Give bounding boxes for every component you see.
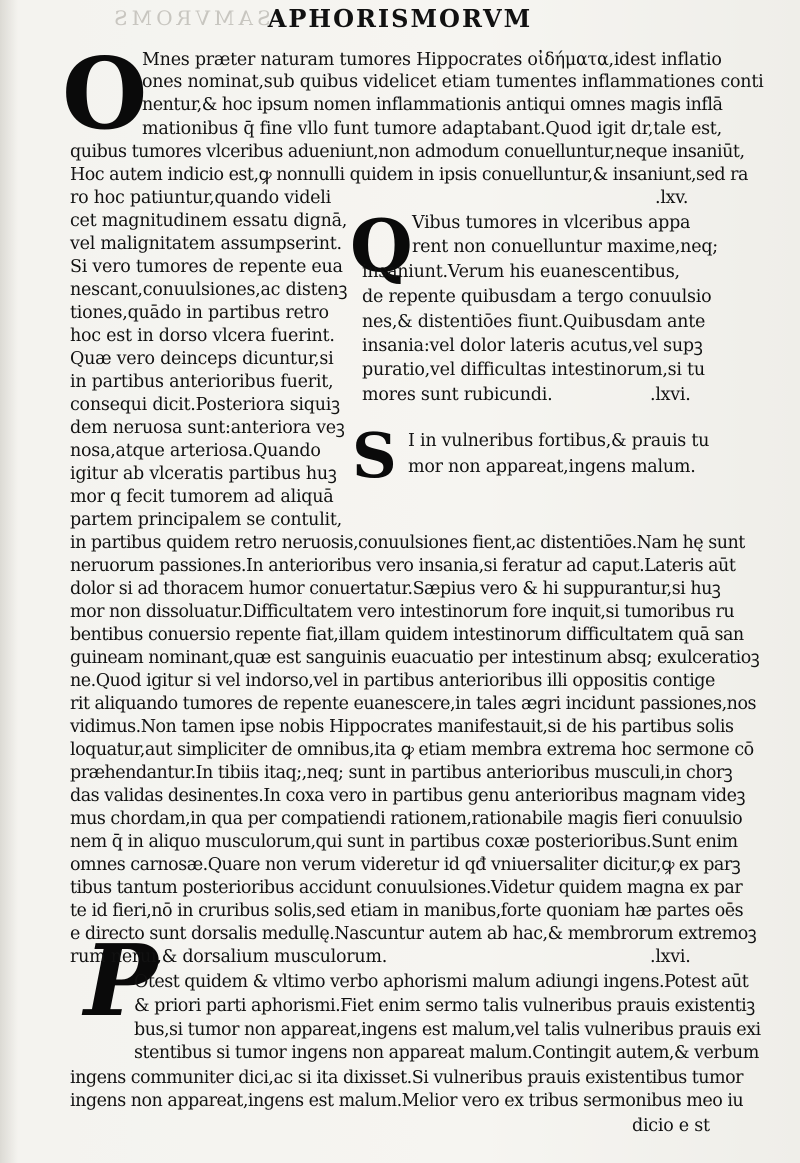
text-line: Hoc autem indicio est,ꝙ nonnulli quidem in ipsis conuelluntur,& insaniunt,sed ra (70, 165, 748, 185)
catchword: dicio e st (632, 1116, 710, 1136)
section-number: .lxvi. (650, 947, 691, 967)
page-header-title: APHORISMORVM (267, 4, 533, 33)
text-line: e directo sunt dorsalis medullę.Nascuntur autem ab hac,& membrorum extremoꝫ (70, 924, 757, 944)
text-line: dolor si ad thoracem humor conuertatur.Sæpius vero & hi suppurantur,si huꝫ (70, 579, 721, 599)
text-line: ingens communiter dici,ac si ita dixisset.Si vulneribus prauis existentibus tumor (70, 1068, 744, 1088)
drop-cap-s: S (352, 419, 397, 492)
text-line: insania:vel dolor lateris acutus,vel supꝫ (362, 336, 703, 356)
text-line: vidimus.Non tamen ipse nobis Hippocrates manifestauit,si de his partibus solis (70, 717, 734, 737)
text-line: stentibus si tumor ingens non appareat malum.Contingit autem,& verbum (134, 1043, 759, 1063)
text-line: rit aliquando tumores de repente euanescere,in tales ægri incidunt passiones,nos (70, 694, 756, 714)
text-line: mationibus q̄ fine vllo funt tumore adaptabant.Quod igit dr,tale est, (142, 119, 722, 139)
text-line: rent non conuelluntur maxime,neq; (412, 237, 718, 257)
text-line: nosa,atque arteriosa.Quando (70, 441, 321, 461)
drop-cap-o: O (62, 37, 148, 152)
text-line: partem principalem se contulit, (70, 510, 342, 530)
text-line: omnes carnosæ.Quare non verum videretur id qđ vniuersaliter dicitur,ꝙ ex parꝫ (70, 855, 741, 875)
text-line: de repente quibusdam a tergo conuulsio (362, 287, 712, 307)
drop-cap-q: Q (350, 203, 413, 288)
text-line: mor non dissoluatur.Difficultatem vero intestinorum fore inquit,si tumoribus ru (70, 602, 735, 622)
text-line: mus chordam,in qua per compatiendi rationem,rationabile magis fieri conuulsio (70, 809, 743, 829)
text-line: præhendantur.In tibiis itaq;,neq; sunt in partibus anterioribus musculi,in chorꝫ (70, 763, 733, 783)
text-line: Vibus tumores in vlceribus appa (412, 213, 691, 233)
drop-cap-p: P (84, 924, 158, 1039)
text-line: hoc est in dorso vlcera fuerint. (70, 326, 335, 346)
text-line: vel malignitatem assumpserint. (70, 234, 342, 254)
text-line: bus,si tumor non appareat,ingens est malum,vel talis vulneribus prauis exi (134, 1020, 761, 1040)
text-line: nem q̄ in aliquo musculorum,qui sunt in partibus coxæ posterioribus.Sunt enim (70, 832, 738, 852)
text-line: Quæ vero deinceps dicuntur,si (70, 349, 334, 369)
text-line: ne.Quod igitur si vel indorso,vel in partibus anterioribus illi oppositis contige (70, 671, 715, 691)
section-number: .lxv. (655, 188, 689, 208)
text-line: ones nominat,sub quibus videlicet etiam tumentes inflammationes conti (142, 72, 764, 92)
text-line: Otest quidem & vltimo verbo aphorismi malum adiungi ingens.Potest aūt (134, 972, 749, 992)
text-line: ro hoc patiuntur,quando videli (70, 188, 331, 208)
text-line: tiones,quādo in partibus retro (70, 303, 329, 323)
text-line: nescant,conuulsiones,ac distenꝫ (70, 280, 348, 300)
text-line: Mnes præter naturam tumores Hippocrates οἰδήματα,idest inflatio (142, 50, 722, 70)
section-number: .lxvi. (650, 385, 691, 405)
text-line: nentur,& hoc ipsum nomen inflammationis antiqui omnes magis inflā (142, 95, 723, 115)
text-line: igitur ab vlceratis partibus huꝫ (70, 464, 337, 484)
text-line: puratio,vel difficultas intestinorum,si tu (362, 360, 705, 380)
text-line: mor non appareat,ingens malum. (408, 457, 696, 477)
show-through-header: SAMVROMS (110, 6, 271, 30)
text-line: nes,& distentiōes fiunt.Quibusdam ante (362, 312, 706, 332)
text-line: consequi dicit.Posteriora siquiꝫ (70, 395, 340, 415)
text-line: insaniunt.Verum his euanescentibus, (362, 262, 680, 282)
text-line: in partibus anterioribus fuerit, (70, 372, 334, 392)
text-line: bentibus conuersio repente fiat,illam quidem intestinorum difficultatem quā san (70, 625, 744, 645)
text-line: dem neruosa sunt:anteriora veꝫ (70, 418, 345, 438)
text-line: das validas desinentes.In coxa vero in partibus genu anterioribus magnam videꝫ (70, 786, 745, 806)
text-line: & priori parti aphorismi.Fiet enim sermo talis vulneribus prauis existentiꝫ (134, 996, 755, 1016)
text-line: mor q fecit tumorem ad aliquā (70, 487, 334, 507)
text-line: rum nerui,& dorsalium musculorum. (70, 947, 388, 967)
text-line: guineam nominant,quæ est sanguinis euacuatio per intestinum absq; exulceratioꝫ (70, 648, 760, 668)
text-line: tibus tantum posterioribus accidunt conuulsiones.Videtur quidem magna ex par (70, 878, 743, 898)
text-line: te id fieri,nō in cruribus solis,sed etiam in manibus,forte quoniam hæ partes oēs (70, 901, 744, 921)
text-line: neruorum passiones.In anterioribus vero insania,si feratur ad caput.Lateris aūt (70, 556, 736, 576)
text-line: in partibus quidem retro neruosis,conuulsiones fient,ac distentiōes.Nam hę sunt (70, 533, 745, 553)
text-line: cet magnitudinem essatu dignā, (70, 211, 348, 231)
text-line: ingens non appareat,ingens est malum.Melior vero ex tribus sermonibus meo iu (70, 1091, 744, 1111)
text-line: I in vulneribus fortibus,& prauis tu (408, 431, 710, 451)
text-line: Si vero tumores de repente eua (70, 257, 343, 277)
text-line: mores sunt rubicundi. (362, 385, 553, 405)
text-line: quibus tumores vlceribus adueniunt,non admodum conuelluntur,neque insaniūt, (70, 142, 745, 162)
text-line: loquatur,aut simpliciter de omnibus,ita ꝙ etiam membra extrema hoc sermone cō (70, 740, 754, 760)
